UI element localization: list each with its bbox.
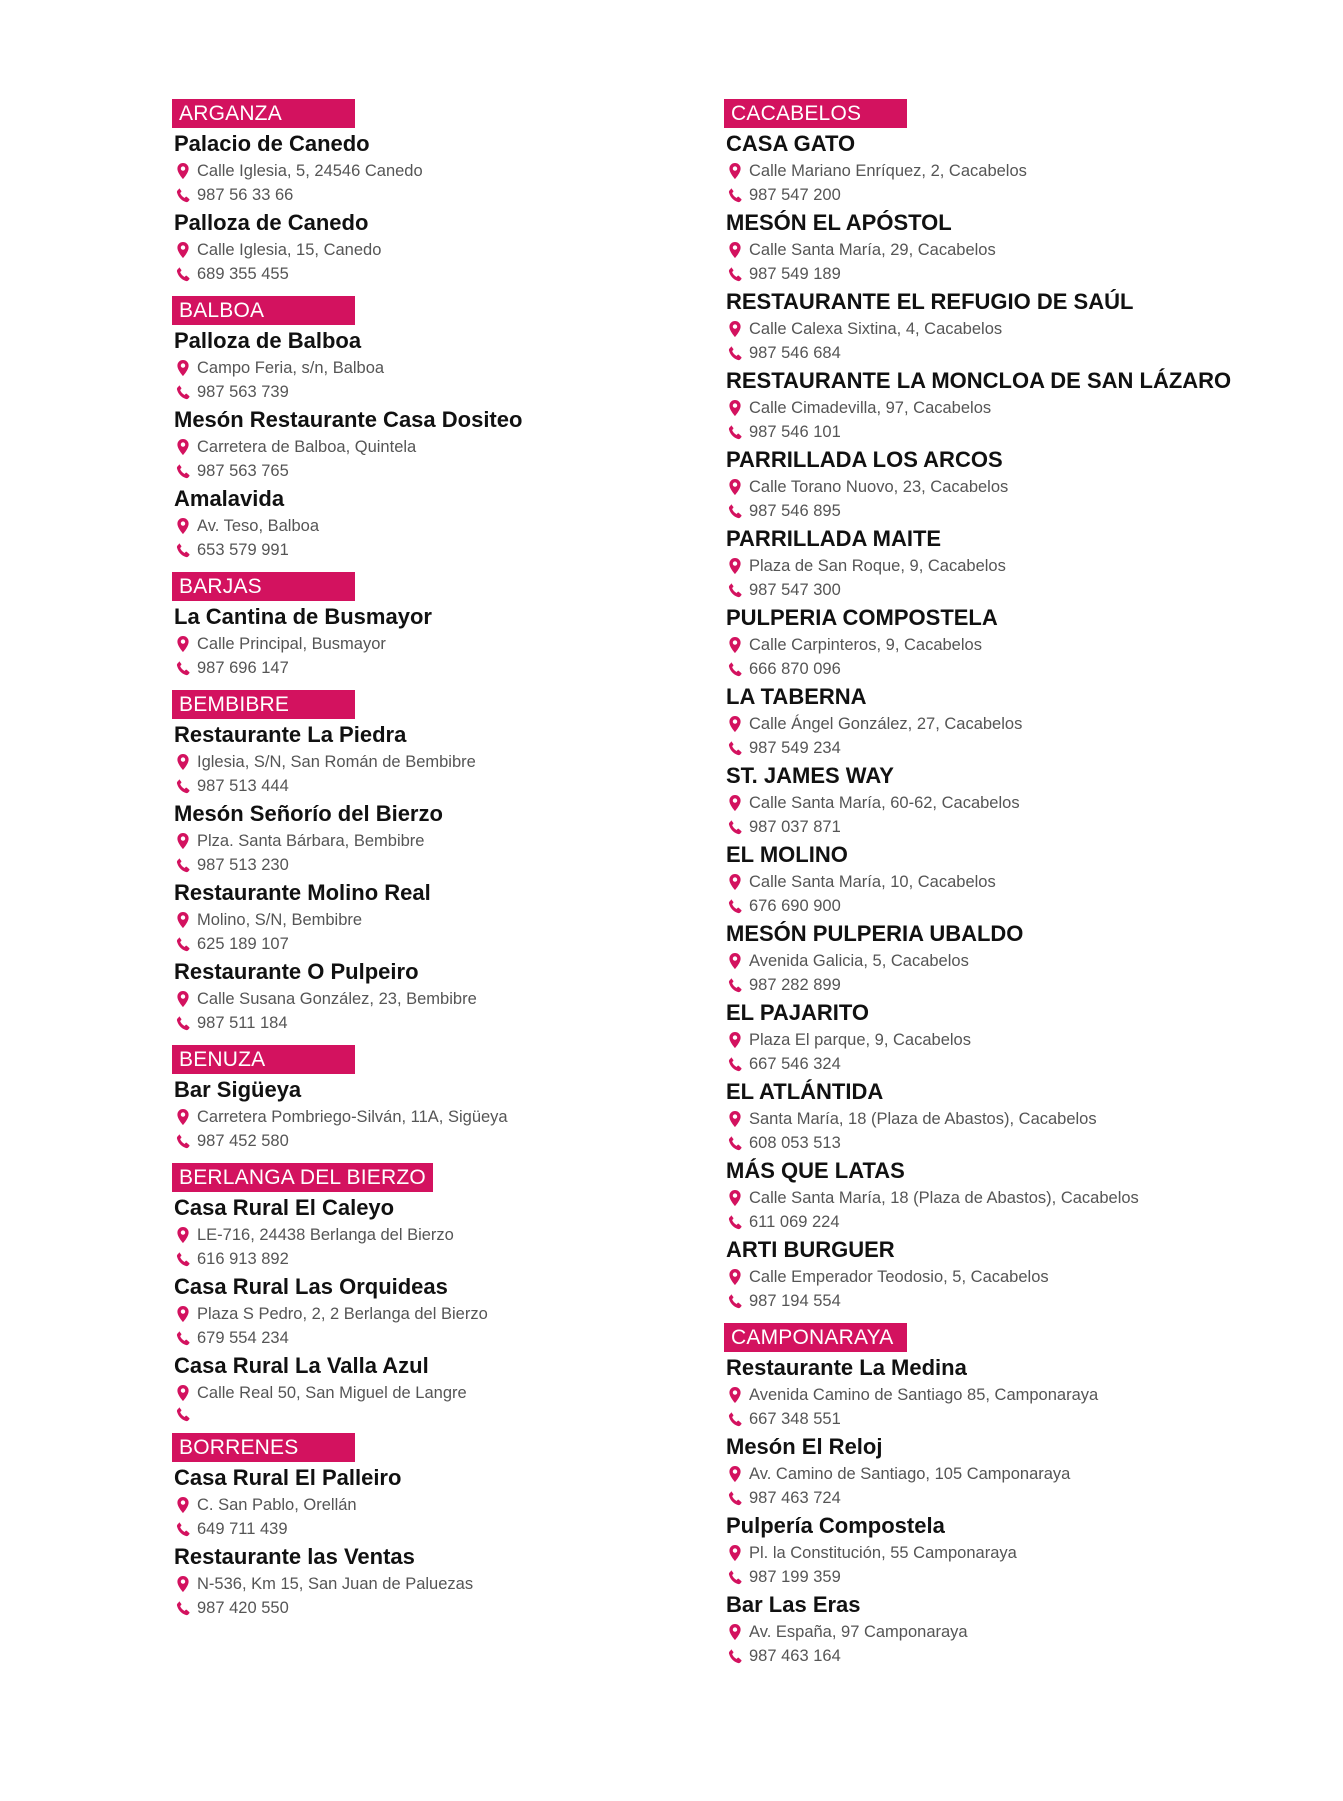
map-pin-icon [175, 1575, 191, 1593]
venue-phone [726, 1131, 1324, 1155]
venue-name: ARTI BURGUER [726, 1237, 895, 1262]
venue-address [726, 1028, 1324, 1052]
phone-icon [727, 502, 743, 520]
venue-entry [726, 682, 1324, 760]
phone-text: 987 452 580 [197, 1132, 289, 1150]
venue-entry [726, 287, 1324, 365]
phone-text: 667 348 551 [749, 1410, 841, 1428]
venue-entry [174, 799, 732, 877]
map-pin-icon [175, 635, 191, 653]
section-header: BEMBIBRE [172, 690, 355, 719]
phone-icon [727, 265, 743, 283]
phone-text: 987 199 359 [749, 1568, 841, 1586]
venue-address [174, 1381, 732, 1405]
venue-address [726, 396, 1324, 420]
address-text: Calle Iglesia, 15, Canedo [197, 241, 382, 259]
section-camponaraya [724, 1323, 1324, 1668]
venue-entry [174, 1193, 732, 1271]
phone-icon [727, 1489, 743, 1507]
venue-address [726, 1541, 1324, 1565]
address-text: C. San Pablo, Orellán [197, 1496, 357, 1514]
phone-text: 987 463 724 [749, 1489, 841, 1507]
address-text: Calle Ángel González, 27, Cacabelos [749, 715, 1023, 733]
venue-name: Bar Sigüeya [174, 1077, 302, 1102]
venue-address [174, 829, 732, 853]
map-pin-icon [175, 162, 191, 180]
map-pin-icon [727, 241, 743, 259]
phone-icon [727, 976, 743, 994]
map-pin-icon [727, 1110, 743, 1128]
venue-entry [726, 1353, 1324, 1431]
venue-entry [174, 405, 732, 483]
venue-name: EL MOLINO [726, 842, 848, 867]
venue-phone [726, 1052, 1324, 1076]
phone-text: 616 913 892 [197, 1250, 289, 1268]
venue-entry [726, 603, 1324, 681]
venue-name: Palacio de Canedo [174, 131, 370, 156]
venue-entry [726, 1432, 1324, 1510]
address-text: Calle Santa María, 10, Cacabelos [749, 873, 996, 891]
venue-address [726, 317, 1324, 341]
map-pin-icon [175, 438, 191, 456]
venue-entry [726, 998, 1324, 1076]
venue-entry [174, 1075, 732, 1153]
section-borrenes [172, 1433, 732, 1620]
address-text: Calle Susana González, 23, Bembibre [197, 990, 477, 1008]
venue-entry [174, 208, 732, 286]
venue-entry [174, 484, 732, 562]
venue-address [726, 238, 1324, 262]
address-text: Plaza S Pedro, 2, 2 Berlanga del Bierzo [197, 1305, 488, 1323]
map-pin-icon [175, 832, 191, 850]
address-text: Av. Teso, Balboa [197, 517, 320, 535]
phone-icon [175, 541, 191, 559]
venue-entry [174, 957, 732, 1035]
venue-phone [174, 774, 732, 798]
right-column [724, 99, 1324, 1678]
phone-icon [175, 1599, 191, 1617]
address-text: Avenida Galicia, 5, Cacabelos [749, 952, 969, 970]
venue-address [726, 554, 1324, 578]
address-text: Plaza El parque, 9, Cacabelos [749, 1031, 971, 1049]
address-text: Calle Principal, Busmayor [197, 635, 386, 653]
venue-entry [726, 840, 1324, 918]
section-header: BARJAS [172, 572, 355, 601]
venue-phone [726, 894, 1324, 918]
map-pin-icon [175, 1226, 191, 1244]
address-text: Calle Santa María, 18 (Plaza de Abastos), Cacabelos [749, 1189, 1139, 1207]
map-pin-icon [727, 873, 743, 891]
venue-address [726, 1265, 1324, 1289]
venue-address [174, 1493, 732, 1517]
phone-icon [175, 383, 191, 401]
section-berlanga-del-bierzo [172, 1163, 732, 1423]
phone-icon [175, 777, 191, 795]
venue-address [174, 750, 732, 774]
phone-icon [727, 581, 743, 599]
address-text: Pl. la Constitución, 55 Camponaraya [749, 1544, 1017, 1562]
venue-name: Restaurante Molino Real [174, 880, 431, 905]
phone-icon [727, 344, 743, 362]
venue-phone [726, 420, 1324, 444]
venue-phone [174, 1326, 732, 1350]
venue-entry [726, 445, 1324, 523]
venue-phone [726, 341, 1324, 365]
section-cacabelos [724, 99, 1324, 1313]
venue-address [726, 870, 1324, 894]
venue-name: Amalavida [174, 486, 285, 511]
venue-phone [174, 380, 732, 404]
phone-icon [727, 897, 743, 915]
venue-entry [726, 1511, 1324, 1589]
map-pin-icon [727, 715, 743, 733]
phone-text: 987 511 184 [197, 1014, 288, 1032]
venue-phone [174, 459, 732, 483]
venue-phone [174, 1596, 732, 1620]
address-text: Plza. Santa Bárbara, Bembibre [197, 832, 425, 850]
venue-address [726, 712, 1324, 736]
phone-text: 987 546 895 [749, 502, 841, 520]
venue-phone [726, 1210, 1324, 1234]
venue-entry [726, 1077, 1324, 1155]
address-text: Calle Carpinteros, 9, Cacabelos [749, 636, 982, 654]
map-pin-icon [727, 320, 743, 338]
phone-icon [175, 856, 191, 874]
venue-address [174, 1572, 732, 1596]
venue-address [726, 1383, 1324, 1407]
phone-text: 987 563 739 [197, 383, 289, 401]
venue-phone [174, 656, 732, 680]
address-text: Calle Real 50, San Miguel de Langre [197, 1384, 467, 1402]
phone-icon [727, 818, 743, 836]
phone-text: 987 513 230 [197, 856, 289, 874]
venue-entry [726, 1156, 1324, 1234]
venue-phone [726, 1486, 1324, 1510]
venue-phone [726, 736, 1324, 760]
phone-text: 666 870 096 [749, 660, 841, 678]
address-text: Calle Emperador Teodosio, 5, Cacabelos [749, 1268, 1049, 1286]
venue-address [726, 1186, 1324, 1210]
map-pin-icon [175, 911, 191, 929]
venue-entry [174, 129, 732, 207]
address-text: N-536, Km 15, San Juan de Paluezas [197, 1575, 474, 1593]
venue-phone [726, 1289, 1324, 1313]
phone-icon [727, 1410, 743, 1428]
venue-name: Bar Las Eras [726, 1592, 861, 1617]
venue-phone [174, 1405, 732, 1423]
address-text: Calle Torano Nuovo, 23, Cacabelos [749, 478, 1009, 496]
venue-entry [174, 602, 732, 680]
section-header: BALBOA [172, 296, 355, 325]
venue-name: Pulpería Compostela [726, 1513, 945, 1538]
venue-name: Restaurante La Piedra [174, 722, 407, 747]
section-header: CACABELOS [724, 99, 907, 128]
phone-text: 987 282 899 [749, 976, 841, 994]
phone-text: 608 053 513 [749, 1134, 841, 1152]
phone-icon [727, 1292, 743, 1310]
venue-entry [726, 366, 1324, 444]
map-pin-icon [175, 1496, 191, 1514]
phone-icon [727, 660, 743, 678]
address-text: Calle Santa María, 60-62, Cacabelos [749, 794, 1020, 812]
venue-entry [174, 878, 732, 956]
venue-phone [174, 538, 732, 562]
venue-phone [174, 1011, 732, 1035]
venue-address [174, 908, 732, 932]
phone-icon [175, 1405, 191, 1423]
section-bembibre [172, 690, 732, 1035]
phone-icon [727, 1055, 743, 1073]
venue-name: Mesón Señorío del Bierzo [174, 801, 443, 826]
venue-name: Mesón El Reloj [726, 1434, 883, 1459]
venue-address [174, 514, 732, 538]
venue-phone [174, 1247, 732, 1271]
venue-name: PULPERIA COMPOSTELA [726, 605, 998, 630]
venue-name: EL ATLÁNTIDA [726, 1079, 884, 1104]
venue-entry [174, 1542, 732, 1620]
map-pin-icon [175, 1384, 191, 1402]
phone-text: 987 547 200 [749, 186, 841, 204]
venue-phone [726, 183, 1324, 207]
venue-address [174, 435, 732, 459]
address-text: Calle Santa María, 29, Cacabelos [749, 241, 996, 259]
venue-phone [174, 932, 732, 956]
address-text: Av. Camino de Santiago, 105 Camponaraya [749, 1465, 1071, 1483]
phone-icon [727, 1213, 743, 1231]
map-pin-icon [175, 517, 191, 535]
phone-text: 987 547 300 [749, 581, 841, 599]
section-header: BENUZA [172, 1045, 355, 1074]
map-pin-icon [727, 1386, 743, 1404]
address-text: Calle Iglesia, 5, 24546 Canedo [197, 162, 423, 180]
venue-phone [726, 657, 1324, 681]
phone-text: 611 069 224 [749, 1213, 840, 1231]
phone-icon [175, 1014, 191, 1032]
address-text: LE-716, 24438 Berlanga del Bierzo [197, 1226, 454, 1244]
phone-text: 987 696 147 [197, 659, 289, 677]
map-pin-icon [727, 636, 743, 654]
map-pin-icon [175, 1305, 191, 1323]
section-benuza [172, 1045, 732, 1153]
venue-address [174, 159, 732, 183]
venue-entry [174, 1272, 732, 1350]
address-text: Calle Calexa Sixtina, 4, Cacabelos [749, 320, 1003, 338]
phone-icon [175, 462, 191, 480]
map-pin-icon [175, 241, 191, 259]
phone-text: 987 463 164 [749, 1647, 841, 1665]
phone-text: 987 037 871 [749, 818, 841, 836]
venue-entry [726, 919, 1324, 997]
phone-icon [175, 659, 191, 677]
phone-text: 987 194 554 [749, 1292, 841, 1310]
phone-text: 679 554 234 [197, 1329, 289, 1347]
venue-phone [726, 1644, 1324, 1668]
address-text: Carretera de Balboa, Quintela [197, 438, 417, 456]
phone-icon [175, 1520, 191, 1538]
venue-name: MESÓN PULPERIA UBALDO [726, 921, 1024, 946]
section-balboa [172, 296, 732, 562]
venue-entry [174, 720, 732, 798]
venue-address [726, 1462, 1324, 1486]
phone-icon [175, 186, 191, 204]
venue-entry [726, 1590, 1324, 1668]
venue-address [174, 1302, 732, 1326]
venue-phone [726, 1407, 1324, 1431]
left-column [172, 99, 732, 1630]
venue-address [726, 1107, 1324, 1131]
map-pin-icon [727, 1544, 743, 1562]
address-text: Av. España, 97 Camponaraya [749, 1623, 968, 1641]
map-pin-icon [727, 1268, 743, 1286]
venue-phone [174, 1129, 732, 1153]
phone-text: 987 546 684 [749, 344, 841, 362]
venue-name: Restaurante O Pulpeiro [174, 959, 419, 984]
map-pin-icon [727, 1623, 743, 1641]
section-header: BORRENES [172, 1433, 355, 1462]
venue-entry [726, 208, 1324, 286]
venue-name: Casa Rural La Valla Azul [174, 1353, 429, 1378]
venue-address [174, 356, 732, 380]
map-pin-icon [175, 1108, 191, 1126]
phone-text: 987 546 101 [749, 423, 841, 441]
phone-text: 667 546 324 [749, 1055, 841, 1073]
venue-name: PARRILLADA LOS ARCOS [726, 447, 1003, 472]
map-pin-icon [727, 162, 743, 180]
venue-name: Restaurante las Ventas [174, 1544, 415, 1569]
map-pin-icon [727, 478, 743, 496]
venue-address [726, 1620, 1324, 1644]
venue-address [174, 987, 732, 1011]
map-pin-icon [727, 1031, 743, 1049]
venue-address [726, 475, 1324, 499]
address-text: Avenida Camino de Santiago 85, Camponaraya [749, 1386, 1099, 1404]
address-text: Calle Mariano Enríquez, 2, Cacabelos [749, 162, 1027, 180]
venue-address [726, 791, 1324, 815]
map-pin-icon [727, 952, 743, 970]
venue-phone [174, 1517, 732, 1541]
venue-address [174, 1223, 732, 1247]
phone-icon [175, 1250, 191, 1268]
phone-text: 625 189 107 [197, 935, 289, 953]
map-pin-icon [175, 753, 191, 771]
venue-name: Casa Rural Las Orquideas [174, 1274, 448, 1299]
map-pin-icon [727, 1465, 743, 1483]
phone-icon [727, 1568, 743, 1586]
phone-text: 987 549 189 [749, 265, 841, 283]
phone-icon [727, 423, 743, 441]
venue-name: RESTAURANTE EL REFUGIO DE SAÚL [726, 289, 1134, 314]
venue-phone [726, 1565, 1324, 1589]
venue-address [726, 159, 1324, 183]
address-text: Calle Cimadevilla, 97, Cacabelos [749, 399, 992, 417]
phone-text: 987 549 234 [749, 739, 841, 757]
phone-text: 653 579 991 [197, 541, 289, 559]
phone-text: 689 355 455 [197, 265, 289, 283]
venue-name: Casa Rural El Caleyo [174, 1195, 395, 1220]
venue-phone [726, 578, 1324, 602]
venue-address [726, 633, 1324, 657]
venue-name: Palloza de Canedo [174, 210, 369, 235]
venue-entry [726, 1235, 1324, 1313]
venue-phone [726, 499, 1324, 523]
venue-address [174, 632, 732, 656]
phone-text: 676 690 900 [749, 897, 841, 915]
venue-name: Palloza de Balboa [174, 328, 362, 353]
venue-phone [174, 853, 732, 877]
venue-entry [174, 1351, 732, 1423]
phone-icon [727, 739, 743, 757]
venue-name: Restaurante La Medina [726, 1355, 967, 1380]
venue-name: La Cantina de Busmayor [174, 604, 432, 629]
map-pin-icon [175, 359, 191, 377]
venue-entry [174, 326, 732, 404]
address-text: Iglesia, S/N, San Román de Bembibre [197, 753, 476, 771]
venue-address [174, 238, 732, 262]
venue-name: Mesón Restaurante Casa Dositeo [174, 407, 523, 432]
venue-name: CASA GATO [726, 131, 856, 156]
venue-phone [726, 973, 1324, 997]
phone-text: 987 56 33 66 [197, 186, 294, 204]
section-header: CAMPONARAYA [724, 1323, 907, 1352]
phone-icon [175, 1132, 191, 1150]
venue-address [174, 1105, 732, 1129]
section-barjas [172, 572, 732, 680]
map-pin-icon [175, 990, 191, 1008]
venue-entry [174, 1463, 732, 1541]
venue-name: Casa Rural El Palleiro [174, 1465, 402, 1490]
phone-icon [175, 1329, 191, 1347]
venue-entry [726, 129, 1324, 207]
phone-icon [175, 265, 191, 283]
section-arganza [172, 99, 732, 286]
phone-icon [727, 1647, 743, 1665]
address-text: Plaza de San Roque, 9, Cacabelos [749, 557, 1006, 575]
venue-address [726, 949, 1324, 973]
venue-entry [726, 524, 1324, 602]
map-pin-icon [727, 557, 743, 575]
venue-name: LA TABERNA [726, 684, 867, 709]
phone-text: 987 420 550 [197, 1599, 289, 1617]
venue-phone [174, 183, 732, 207]
address-text: Molino, S/N, Bembibre [197, 911, 363, 929]
venue-name: ST. JAMES WAY [726, 763, 894, 788]
venue-name: EL PAJARITO [726, 1000, 870, 1025]
venue-name: RESTAURANTE LA MONCLOA DE SAN LÁZARO [726, 368, 1232, 393]
map-pin-icon [727, 794, 743, 812]
venue-phone [726, 262, 1324, 286]
phone-text: 987 563 765 [197, 462, 289, 480]
phone-icon [727, 1134, 743, 1152]
venue-name: MESÓN EL APÓSTOL [726, 210, 952, 235]
address-text: Campo Feria, s/n, Balboa [197, 359, 385, 377]
map-pin-icon [727, 399, 743, 417]
venue-name: MÁS QUE LATAS [726, 1158, 905, 1183]
phone-icon [727, 186, 743, 204]
venue-phone [174, 262, 732, 286]
phone-text: 649 711 439 [197, 1520, 288, 1538]
phone-icon [175, 935, 191, 953]
venue-entry [726, 761, 1324, 839]
section-header: BERLANGA DEL BIERZO [172, 1163, 433, 1192]
section-header: ARGANZA [172, 99, 355, 128]
map-pin-icon [727, 1189, 743, 1207]
phone-text: 987 513 444 [197, 777, 289, 795]
address-text: Santa María, 18 (Plaza de Abastos), Cacabelos [749, 1110, 1097, 1128]
venue-name: PARRILLADA MAITE [726, 526, 942, 551]
address-text: Carretera Pombriego-Silván, 11A, Sigüeya [197, 1108, 508, 1126]
venue-phone [726, 815, 1324, 839]
